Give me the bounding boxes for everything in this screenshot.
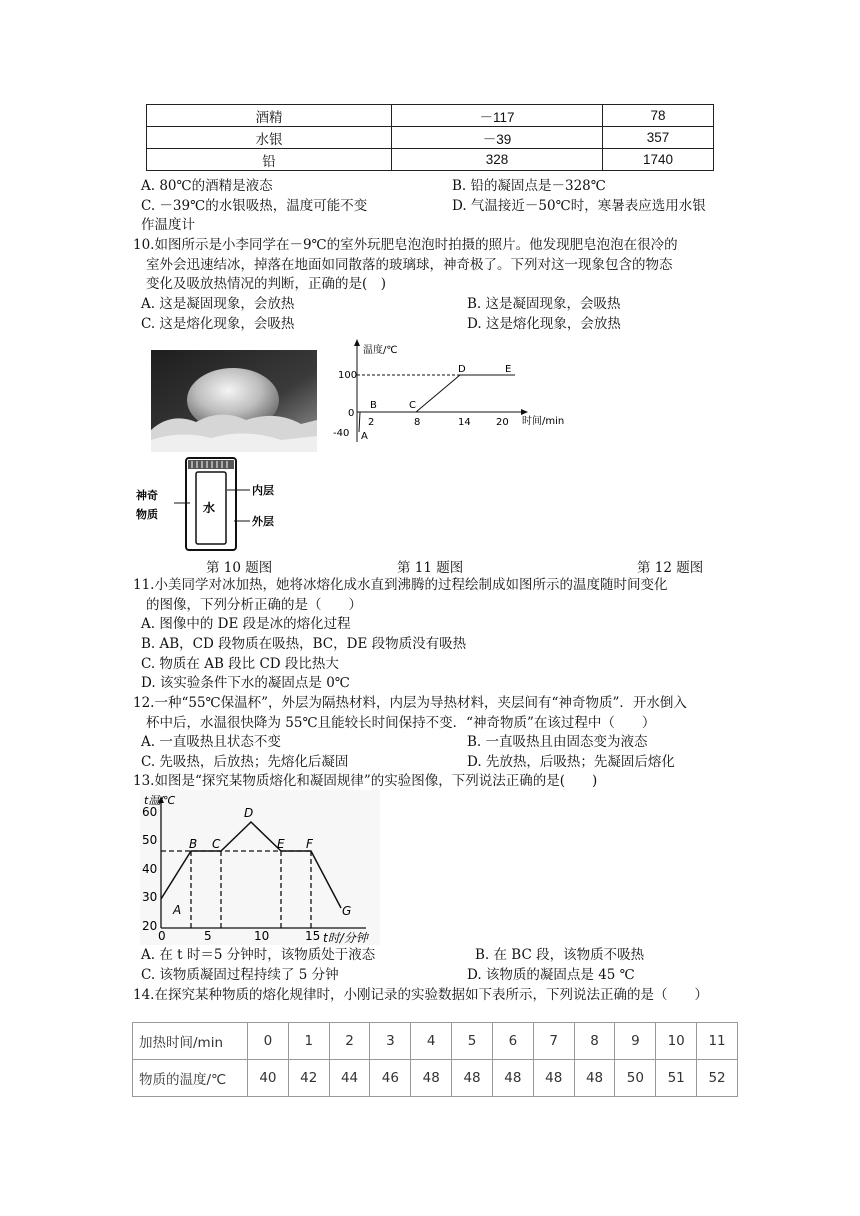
q11-option-c: C. 物质在 AB 段比 CD 段比热大 bbox=[141, 656, 339, 672]
fig11-ylabel: 温度/℃ bbox=[363, 345, 398, 356]
temp-cell: 50 bbox=[615, 1060, 656, 1097]
q9-option-c: C. －39℃的水银吸热，温度可能不变 bbox=[141, 198, 368, 214]
fig11-y0: 0 bbox=[348, 408, 355, 419]
fig12-label-left: 神奇 bbox=[136, 489, 158, 502]
fig11-point-label: D bbox=[458, 364, 466, 375]
q12-option-c: C. 先吸热，后放热；先熔化后凝固 bbox=[141, 754, 349, 770]
fig13-ytick: 30 bbox=[142, 890, 158, 904]
caption-fig12: 第 12 题图 bbox=[637, 560, 704, 576]
q10-stem: 变化及吸放热情况的判断，正确的是( ) bbox=[146, 276, 387, 292]
fig13-ytick: 50 bbox=[142, 833, 158, 847]
q11-option-b: B. AB，CD 段物质在吸热，BC，DE 段物质没有吸热 bbox=[141, 636, 467, 652]
fig13-ylabel: t温/℃ bbox=[144, 794, 176, 807]
fig13-xtick: 15 bbox=[305, 929, 321, 943]
boiling-point-cell: 1740 bbox=[603, 149, 714, 171]
fig12-cup-diagram bbox=[134, 456, 294, 556]
q9-option-d-cont: 作温度计 bbox=[141, 217, 195, 233]
time-cell: 10 bbox=[656, 1023, 697, 1060]
q11-option-d: D. 该实验条件下水的凝固点是 0℃ bbox=[141, 675, 350, 691]
time-header: 加热时间/min bbox=[133, 1023, 248, 1060]
caption-fig10: 第 10 题图 bbox=[206, 560, 273, 576]
fig11-yneg40: -40 bbox=[333, 428, 350, 439]
temp-cell: 48 bbox=[452, 1060, 493, 1097]
time-cell: 4 bbox=[411, 1023, 452, 1060]
fig11-tick: 2 bbox=[368, 417, 375, 428]
fig11-temperature-graph bbox=[330, 338, 580, 448]
q13-stem: 13.如图是“探究某物质熔化和凝固规律”的实验图像，下列说法正确的是( ) bbox=[133, 773, 598, 789]
q12-stem: 12.一种“55℃保温杯”，外层为隔热材料，内层为导热材料，夹层间有“神奇物质”．开水倒入 bbox=[133, 695, 687, 711]
fig12-water-label: 水 bbox=[203, 501, 216, 515]
time-cell: 2 bbox=[329, 1023, 370, 1060]
temp-cell: 44 bbox=[329, 1060, 370, 1097]
q11-option-a: A. 图像中的 DE 段是冰的熔化过程 bbox=[141, 616, 351, 632]
time-cell: 11 bbox=[697, 1023, 738, 1060]
temp-cell: 48 bbox=[492, 1060, 533, 1097]
temp-cell: 40 bbox=[248, 1060, 289, 1097]
q13-option-c: C. 该物质凝固过程持续了 5 分钟 bbox=[141, 967, 339, 983]
time-cell: 9 bbox=[615, 1023, 656, 1060]
q11-stem: 的图像，下列分析正确的是（ ） bbox=[146, 597, 362, 613]
q12-option-a: A. 一直吸热且状态不变 bbox=[141, 734, 281, 750]
time-cell: 6 bbox=[492, 1023, 533, 1060]
temp-cell: 46 bbox=[370, 1060, 411, 1097]
boiling-point-cell: 357 bbox=[603, 127, 714, 149]
q11-stem: 11.小美同学对冰加热，她将冰熔化成水直到沸腾的过程绘制成如图所示的温度随时间变化 bbox=[133, 577, 668, 593]
fig13-xlabel: t时/分钟 bbox=[323, 931, 368, 945]
q12-option-d: D. 先放热，后吸热；先凝固后熔化 bbox=[467, 754, 675, 770]
fig13-point-label: B bbox=[189, 837, 198, 851]
substance-cell: 水银 bbox=[147, 127, 392, 149]
fig13-ytick: 20 bbox=[142, 919, 158, 933]
fig13-point-label: C bbox=[212, 837, 221, 851]
table-row bbox=[147, 149, 714, 171]
q13-option-d: D. 该物质的凝固点是 45 ℃ bbox=[467, 967, 635, 983]
heating-data-table bbox=[132, 1022, 738, 1097]
frozen-bubble-photo bbox=[151, 350, 317, 452]
boiling-point-cell: 78 bbox=[603, 105, 714, 127]
q10-stem: 10.如图所示是小李同学在－9℃的室外玩肥皂泡泡时拍摄的照片。他发现肥皂泡泡在很冷的 bbox=[133, 237, 678, 253]
q12-stem: 杯中后，水温很快降为 55℃且能较长时间保持不变．“神奇物质”在该过程中（ ） bbox=[146, 715, 656, 731]
q10-option-b: B. 这是凝固现象，会吸热 bbox=[467, 296, 621, 312]
table-row bbox=[147, 105, 714, 127]
fig12-label-inner: 内层 bbox=[252, 484, 274, 497]
q12-option-b: B. 一直吸热且由固态变为液态 bbox=[467, 734, 648, 750]
q9-option-b: B. 铅的凝固点是－328℃ bbox=[452, 178, 606, 194]
substance-cell: 铅 bbox=[147, 149, 392, 171]
q9-option-d: D. 气温接近－50℃时，寒暑表应选用水银 bbox=[452, 198, 706, 214]
table-row bbox=[147, 127, 714, 149]
table-row bbox=[133, 1060, 738, 1097]
fig13-ytick: 60 bbox=[142, 805, 158, 819]
fig11-point-label: C bbox=[409, 400, 416, 411]
temp-cell: 42 bbox=[288, 1060, 329, 1097]
time-cell: 7 bbox=[533, 1023, 574, 1060]
temp-cell: 48 bbox=[533, 1060, 574, 1097]
fig13-point-label: D bbox=[244, 806, 254, 820]
temp-cell: 52 bbox=[697, 1060, 738, 1097]
q10-option-a: A. 这是凝固现象，会放热 bbox=[141, 296, 295, 312]
fig13-xtick: 10 bbox=[254, 929, 270, 943]
time-cell: 1 bbox=[288, 1023, 329, 1060]
fig13-point-label: F bbox=[306, 837, 313, 851]
temp-cell: 48 bbox=[411, 1060, 452, 1097]
fig11-xlabel: 时间/min bbox=[522, 416, 565, 427]
q9-option-a: A. 80℃的酒精是液态 bbox=[141, 178, 273, 194]
q10-option-c: C. 这是熔化现象，会吸热 bbox=[141, 316, 295, 332]
q10-option-d: D. 这是熔化现象，会放热 bbox=[467, 316, 621, 332]
fig13-point-label: G bbox=[342, 904, 352, 918]
temp-header: 物质的温度/℃ bbox=[133, 1060, 248, 1097]
q13-option-b: B. 在 BC 段，该物质不吸热 bbox=[475, 947, 645, 963]
q14-stem: 14.在探究某种物质的熔化规律时，小刚记录的实验数据如下表所示，下列说法正确的是（ ） bbox=[133, 987, 708, 1003]
fig13-point-label: E bbox=[277, 837, 285, 851]
q13-option-a: A. 在 t 时＝5 分钟时，该物质处于液态 bbox=[141, 947, 376, 963]
fig11-tick: 8 bbox=[414, 417, 421, 428]
time-cell: 8 bbox=[574, 1023, 615, 1060]
fig12-label-outer: 外层 bbox=[252, 515, 274, 528]
fig13-ytick: 40 bbox=[142, 862, 158, 876]
temp-cell: 48 bbox=[574, 1060, 615, 1097]
melting-point-cell: －39 bbox=[392, 127, 603, 149]
fig11-point-label: E bbox=[505, 364, 512, 375]
substance-cell: 酒精 bbox=[147, 105, 392, 127]
fig11-point-label: B bbox=[370, 400, 377, 411]
fig13-melting-graph bbox=[140, 790, 380, 945]
q10-stem: 室外会迅速结冰，掉落在地面如同散落的玻璃球，神奇极了。下列对这一现象包含的物态 bbox=[146, 257, 673, 273]
fig11-tick: 14 bbox=[458, 417, 471, 428]
fig11-y100: 100 bbox=[338, 370, 358, 381]
fig13-xtick: 0 bbox=[158, 929, 166, 943]
fig13-xtick: 5 bbox=[204, 929, 212, 943]
fig11-tick: 20 bbox=[496, 417, 509, 428]
time-cell: 5 bbox=[452, 1023, 493, 1060]
caption-fig11: 第 11 题图 bbox=[397, 560, 464, 576]
melting-point-cell: －117 bbox=[392, 105, 603, 127]
temp-cell: 51 bbox=[656, 1060, 697, 1097]
fig12-label-left: 物质 bbox=[136, 508, 158, 521]
fig11-point-label: A bbox=[361, 431, 368, 442]
table-row bbox=[133, 1023, 738, 1060]
time-cell: 0 bbox=[248, 1023, 289, 1060]
melting-point-table bbox=[146, 104, 714, 171]
fig13-point-label: A bbox=[173, 903, 182, 917]
melting-point-cell: 328 bbox=[392, 149, 603, 171]
time-cell: 3 bbox=[370, 1023, 411, 1060]
